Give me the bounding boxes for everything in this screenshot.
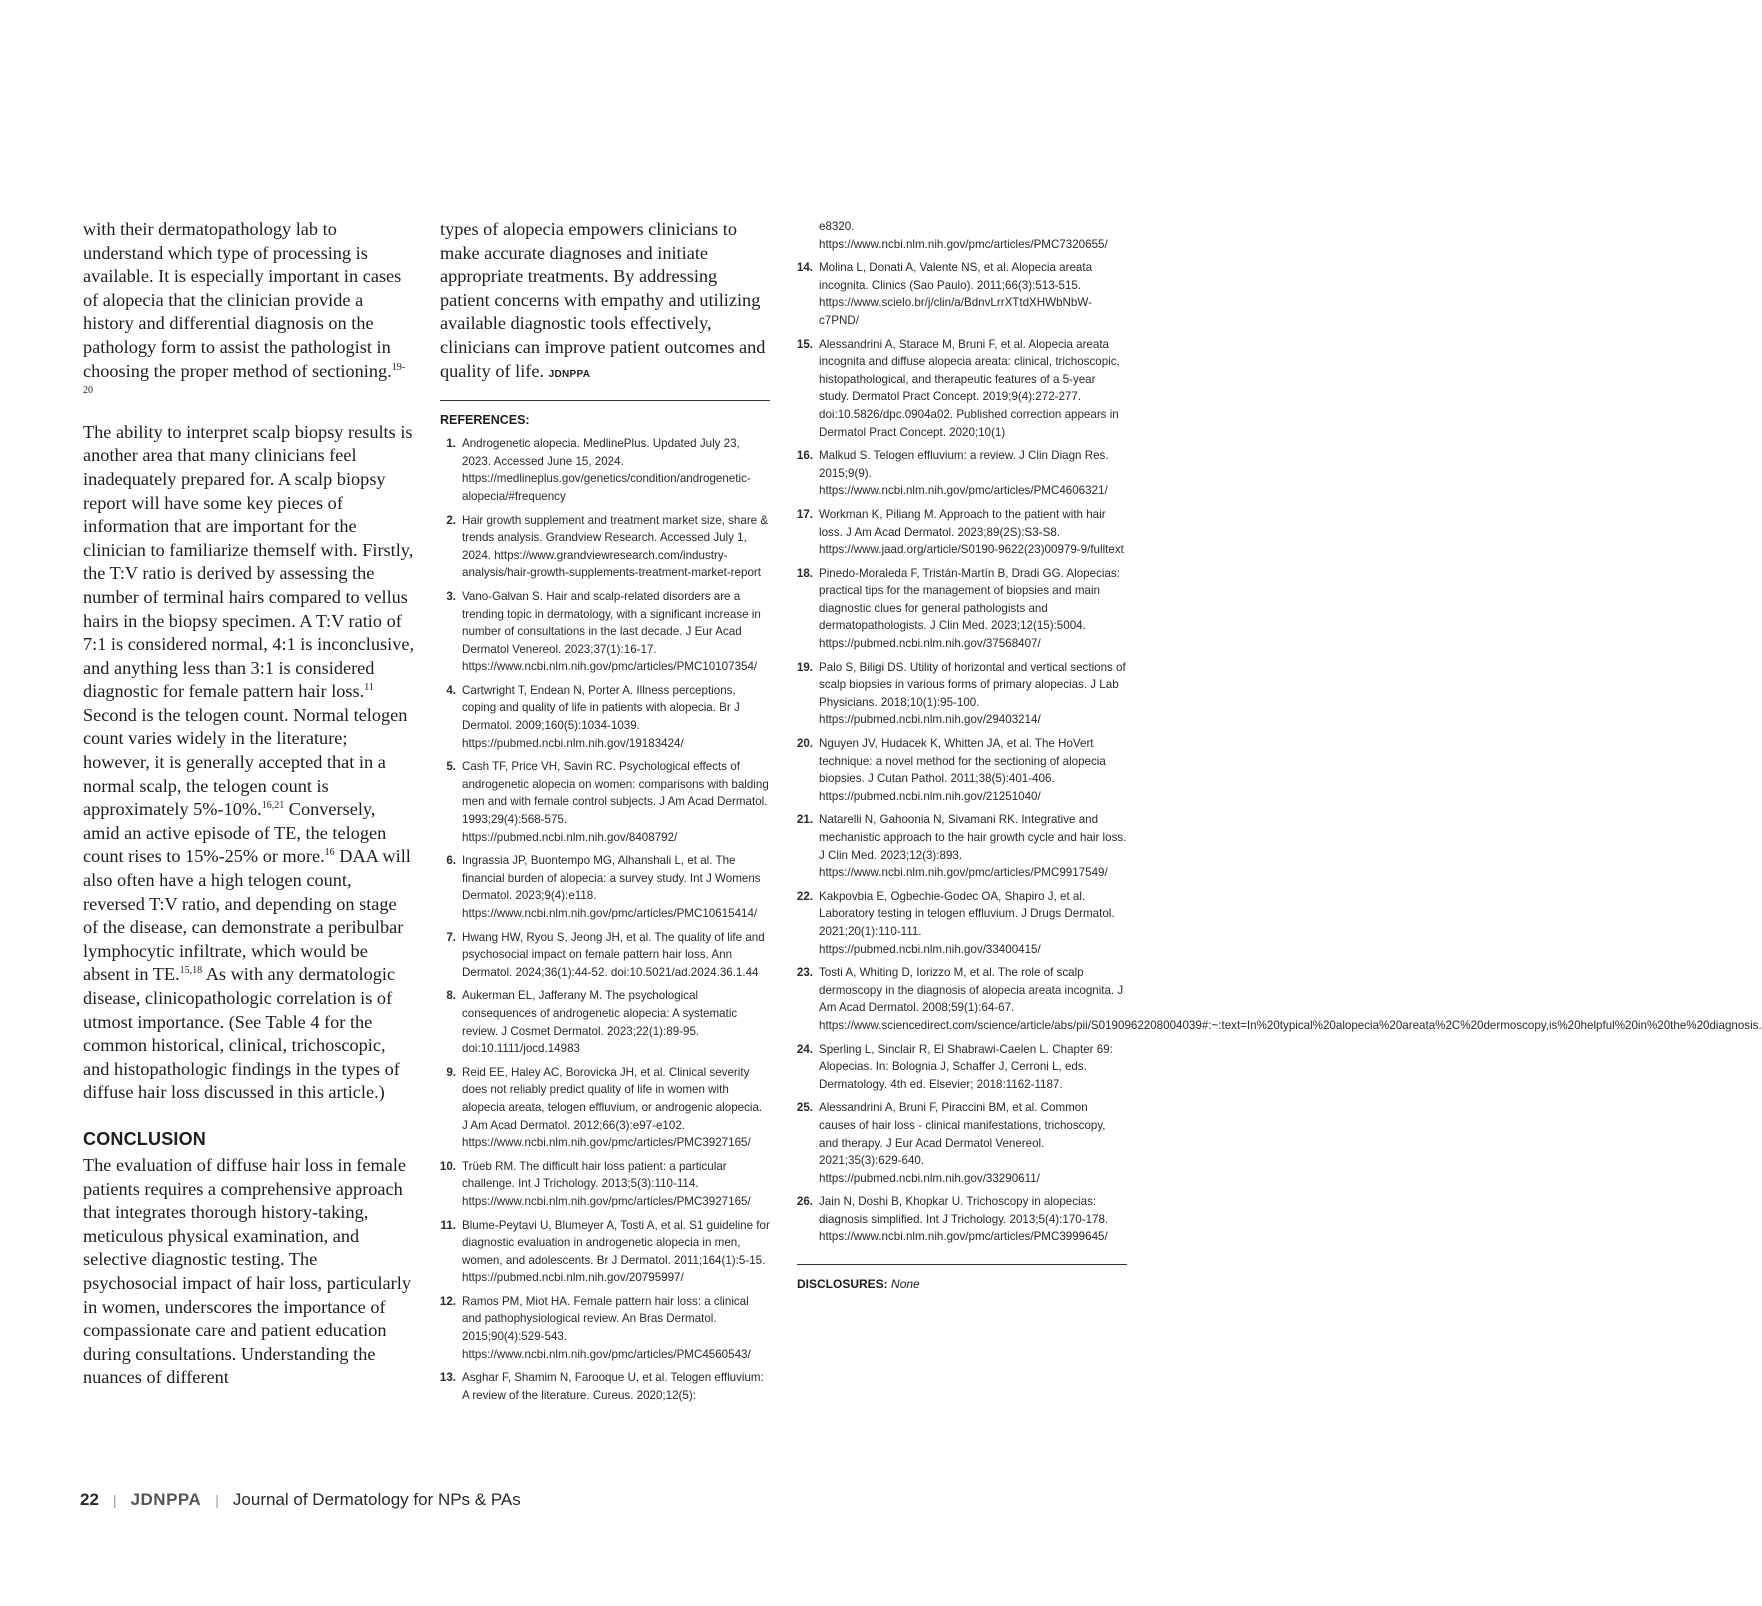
reference-item (440, 1217, 770, 1287)
reference-text: Cash TF, Price VH, Savin RC. Psychological effects of androgenetic alopecia on women: comparisons with balding men and with female control subjects. J Am Acad Dermatol. 1993;29(4):568-575. https://pubmed.ncbi.nlm.nih.gov/8408792/ (462, 760, 769, 844)
paragraph-biopsy-interpretation: The ability to interpret scalp biopsy results is another area that many clinicians feel inadequately prepared for. A scalp biopsy report will have some key pieces of information that are important for the clinician to familiarize themself with. Firstly, the T:V ratio is derived by assessing the number of terminal hairs compared to vellus hairs in the biopsy specimen. A T:V ratio of 7:1 is considered normal, 4:1 is inconclusive, and anything less than 3:1 is considered diagnostic for female pattern hair loss.$^{11}$ Second is the telogen count. Normal telogen count varies widely in the literature; however, it is generally accepted that in a normal scalp, the telogen count is approximately 5%-10%.$^{16,21}$ Conversely, amid an active episode of TE, the telogen count rises to 15%-25% or more.$^{16}$ DAA will also often have a high telogen count, reversed T:V ratio, and depending on stage of the disease, can demonstrate a peribulbar lymphocytic infiltrate, which would be absent in TE.$^{15,18}$ As with any dermatologic disease, clinicopathologic correlation is of utmost importance. (See Table 4 for the common historical, clinical, trichoscopic, and histopathologic findings in the types of diffuse hair loss discussed in this article.) (83, 421, 415, 1103)
reference-number: 17. (796, 507, 813, 521)
reference-text: Hwang HW, Ryou S, Jeong JH, et al. The quality of life and psychosocial impact on female pattern hair loss. Ann Dermatol. 2024;36(1):44-52. doi:10.5021/ad.2024.36.1.44 (462, 930, 765, 979)
reference-text: Workman K, Piliang M. Approach to the patient with hair loss. J Am Acad Dermatol. 2023;89(2S):S3-S8. https://www.jaad.org/article/S0190-9622(23)00979-9/fulltext (819, 507, 1124, 557)
reference-number: 21. (796, 813, 813, 827)
end-tag: JDNPPA (548, 368, 591, 380)
reference-item (440, 1293, 770, 1363)
reference-item (440, 1369, 770, 1404)
text-column-2 (440, 218, 770, 1410)
reference-item (440, 512, 770, 582)
reference-number: 7. (446, 930, 456, 944)
citation: 16 (324, 847, 335, 859)
reference-number: 12. (439, 1294, 456, 1308)
reference-text: Asghar F, Shamim N, Farooque U, et al. Telogen effluvium: A review of the literature. Cureus. 2020;12(5): (462, 1371, 764, 1402)
reference-list (440, 435, 770, 1404)
reference-item (440, 435, 770, 505)
reference-text: Blume-Peytavi U, Blumeyer A, Tosti A, et al. S1 guideline for diagnostic evaluation in androgenetic alopecia in men, women, and adolescents. Br J Dermatol. 2011;164(1):5-15. https://pubmed.ncbi.nlm.nih.gov/20795997/ (462, 1218, 770, 1285)
reference-item (797, 1099, 1127, 1187)
reference-text: Aukerman EL, Jafferany M. The psychological consequences of androgenetic alopecia: A systematic review. J Cosmet Dermatol. 2023;22(1):89-95. doi:10.1111/jocd.14983 (462, 989, 738, 1056)
reference-number: 10. (439, 1159, 456, 1173)
reference-number: 9. (446, 1065, 456, 1079)
reference-number: 8. (446, 989, 456, 1003)
reference-item (440, 929, 770, 982)
reference-text: Pinedo-Moraleda F, Tristán-Martín B, Dradi GG. Alopecias: practical tips for the management of biopsies and main diagnostic clues for general pathologists and dermatopathologists. J Clin Med. 2023;12(15):5004. https://pubmed.ncbi.nlm.nih.gov/37568407/ (819, 566, 1120, 651)
text-column-3 (796, 218, 1762, 1292)
reference-text: Natarelli N, Gahoonia N, Sivamani RK. Integrative and mechanistic approach to the hair growth cycle and hair loss. J Clin Med. 2023;12(3):893. https://www.ncbi.nlm.nih.gov/pmc/articles/PMC9917549/ (819, 813, 1127, 880)
reference-item (797, 447, 1127, 500)
reference-text: Ingrassia JP, Buontempo MG, Alhanshali L, et al. The financial burden of alopecia: a survey study. Int J Womens Dermatol. 2023;9(4):e118. https://www.ncbi.nlm.nih.gov/pmc/articles/PMC10615414/ (462, 854, 761, 920)
citation: 11 (364, 682, 374, 694)
reference-number: 4. (446, 683, 456, 697)
reference-text: Tosti A, Whiting D, Iorizzo M, et al. The role of scalp dermoscopy in the diagnosis of alopecia areata incognita. J Am Acad Dermatol. 2008;59(1):64-67. https://www.sciencedirect.com/science/article/abs/pii/S0190962208004039#:~:text=In%20typical%20alopecia%20areata%2C%20dermoscopy,is%20helpful%20in%20the%20diagnosis. (819, 966, 1762, 1032)
footer-separator: | (215, 1492, 219, 1508)
reference-item (440, 1158, 770, 1211)
reference-item (797, 811, 1127, 881)
reference-text: Hair growth supplement and treatment market size, share & trends analysis. Grandview Research. Accessed July 1, 2024. https://www.grandviewresearch.com/industry-analysis/hair-growth-supplements-treatment-market-report (462, 513, 769, 580)
reference-number: 2. (446, 513, 456, 527)
journal-brand: JDNPPA (130, 1490, 202, 1509)
reference-number: 5. (446, 760, 456, 774)
paragraph-conclusion: The evaluation of diffuse hair loss in female patients requires a comprehensive approach that integrates thorough history-taking, meticulous physical examination, and selective diagnostic testing. The psychosocial impact of hair loss, particularly in women, underscores the importance of compassionate care and patient education during consultations. Understanding the nuances of different (83, 1154, 411, 1388)
reference-number: 22. (796, 889, 813, 903)
reference-text: Alessandrini A, Bruni F, Piraccini BM, et al. Common causes of hair loss - clinical manifestations, trichoscopy, and therapy. J Eur Acad Dermatol Venereol. 2021;35(3):629-640. https://pubmed.ncbi.nlm.nih.gov/33290611/ (819, 1101, 1106, 1185)
journal-name: Journal of Dermatology for NPs & PAs (232, 1490, 521, 1509)
reference-number: 18. (796, 566, 813, 580)
references-heading: REFERENCES: (440, 413, 530, 428)
reference-text: Malkud S. Telogen effluvium: a review. J Clin Diagn Res. 2015;9(9). https://www.ncbi.nlm.nih.gov/pmc/articles/PMC4606321/ (819, 449, 1109, 498)
reference-number: 23. (796, 966, 813, 980)
reference-number: 14. (796, 261, 813, 275)
paragraph-conclusion-cont: types of alopecia empowers clinicians to make accurate diagnoses and initiate appropriate treatments. By addressing patient concerns with empathy and utilizing available diagnostic tools effectively, clinicians can improve patient outcomes and quality of life. JDNPPA (440, 219, 766, 381)
reference-item (797, 565, 1127, 653)
reference-text: Kakpovbia E, Ogbechie-Godec OA, Shapiro J, et al. Laboratory testing in telogen effluvium. J Drugs Dermatol. 2021;20(1):110-111. https://pubmed.ncbi.nlm.nih.gov/33400415/ (819, 889, 1115, 956)
reference-text: Androgenetic alopecia. MedlinePlus. Updated July 23, 2023. Accessed June 15, 2024. https://medlineplus.gov/genetics/condition/androgenetic-alopecia/#frequency (462, 437, 751, 503)
reference-number: 6. (446, 854, 456, 868)
paragraph-sectioning: with their dermatopathology lab to understand which type of processing is available. It is especially important in cases of alopecia that the clinician provide a history and differential diagnosis on the pathology form to assist the pathologist in choosing the proper method of sectioning.$^{19-20}$ (83, 219, 406, 397)
reference-item (440, 588, 770, 676)
reference-text: Nguyen JV, Hudacek K, Whitten JA, et al. The HoVert technique: a novel method for the sectioning of alopecia biopsies. J Cutan Pathol. 2011;38(5):401-406. https://pubmed.ncbi.nlm.nih.gov/21251040/ (819, 737, 1106, 803)
disclosures-label: DISCLOSURES: (797, 1277, 888, 1292)
reference-item (440, 1064, 770, 1152)
reference-text: Ramos PM, Miot HA. Female pattern hair loss: a clinical and pathophysiological review. An Bras Dermatol. 2015;90(4):529-543. https://www.ncbi.nlm.nih.gov/pmc/articles/PMC4560543/ (462, 1294, 751, 1361)
text-column-1 (83, 218, 415, 1404)
reference-list (796, 259, 1762, 1246)
footer-separator: | (112, 1492, 117, 1508)
disclosures (797, 1277, 1127, 1291)
page-number: 22 (80, 1490, 99, 1509)
citation: 16,21 (261, 800, 285, 812)
reference-text: Alessandrini A, Starace M, Bruni F, et al. Alopecia areata incognita and diffuse alopecia areata: clinical, trichoscopic, histopathological, and therapeutic features of a 5-year study. Dermatol Pract Concept. 2019;9(4):272-277. doi:10.5826/dpc.0904a02. Published correction appears in Dermatol Pract Concept. 2020;10(1) (819, 337, 1120, 439)
reference-number: 15. (796, 337, 813, 351)
reference-item (797, 888, 1127, 958)
reference-item (797, 1193, 1127, 1246)
reference-item (440, 758, 770, 846)
divider (440, 400, 770, 401)
reference-number: 19. (796, 660, 813, 674)
reference-continuation: e8320. https://www.ncbi.nlm.nih.gov/pmc/articles/PMC7320655/ (819, 220, 1108, 251)
reference-text: Sperling L, Sinclair R, El Shabrawi-Caelen L. Chapter 69: Alopecias. In: Bolognia J, Schaffer J, Cerroni L, eds. Dermatology. 4th ed. Elsevier; 2018:1162-1187. (819, 1042, 1113, 1091)
page-footer (80, 1490, 521, 1510)
reference-text: Reid EE, Haley AC, Borovicka JH, et al. Clinical severity does not reliably predict quality of life in women with alopecia areata, telogen effluvium, or androgenic alopecia. J Am Acad Dermatol. 2012;66(3):e97-e102. https://www.ncbi.nlm.nih.gov/pmc/articles/PMC3927165/ (462, 1065, 763, 1150)
reference-item (797, 735, 1127, 805)
reference-text: Jain N, Doshi B, Khopkar U. Trichoscopy in alopecias: diagnosis simplified. Int J Trichology. 2013;5(4):170-178. https://www.ncbi.nlm.nih.gov/pmc/articles/PMC3999645/ (819, 1195, 1109, 1244)
reference-text: Molina L, Donati A, Valente NS, et al. Alopecia areata incognita. Clinics (Sao Paulo). 2011;66(3):513-515. https://www.scielo.br/j/clin/a/BdnvLrrXTtdXHWbNbW-c7PND/ (819, 261, 1093, 327)
reference-item (440, 682, 770, 752)
citation: 15,18 (179, 965, 203, 977)
reference-number: 26. (796, 1195, 813, 1209)
reference-item (440, 852, 770, 922)
reference-text: Vano-Galvan S. Hair and scalp-related disorders are a trending topic in dermatology, with a significant increase in number of consultations in the last decade. J Eur Acad Dermatol Venereol. 2023;37(1):16-17. https://www.ncbi.nlm.nih.gov/pmc/articles/PMC10107354/ (462, 589, 761, 674)
reference-item (797, 336, 1127, 442)
reference-number: 24. (796, 1042, 813, 1056)
reference-number: 16. (796, 449, 813, 463)
reference-number: 11. (440, 1218, 456, 1232)
citation: 19-20 (83, 361, 406, 397)
reference-item (796, 964, 1762, 1034)
disclosures-value: None (891, 1277, 920, 1292)
reference-text: Palo S, Biligi DS. Utility of horizontal and vertical sections of scalp biopsies in various forms of primary alopecias. J Lab Physicians. 2018;10(1):95-100. https://pubmed.ncbi.nlm.nih.gov/29403214/ (819, 660, 1126, 727)
reference-number: 1. (446, 437, 456, 451)
reference-item (797, 1041, 1127, 1094)
reference-number: 13. (439, 1371, 456, 1385)
reference-text: Cartwright T, Endean N, Porter A. Illness perceptions, coping and quality of life in patients with alopecia. Br J Dermatol. 2009;160(5):1034-1039. https://pubmed.ncbi.nlm.nih.gov/19183424/ (462, 683, 740, 750)
reference-item (797, 506, 1127, 559)
reference-number: 3. (446, 589, 456, 603)
reference-item (440, 987, 770, 1057)
reference-number: 25. (796, 1101, 813, 1115)
reference-item (797, 259, 1127, 329)
reference-text: Trüeb RM. The difficult hair loss patient: a particular challenge. Int J Trichology. 2013;5(3):110-114. https://www.ncbi.nlm.nih.gov/pmc/articles/PMC3927165/ (462, 1159, 751, 1208)
section-heading-conclusion: CONCLUSION (83, 1128, 206, 1149)
divider (797, 1264, 1127, 1265)
reference-number: 20. (796, 737, 813, 751)
reference-item (797, 659, 1127, 729)
